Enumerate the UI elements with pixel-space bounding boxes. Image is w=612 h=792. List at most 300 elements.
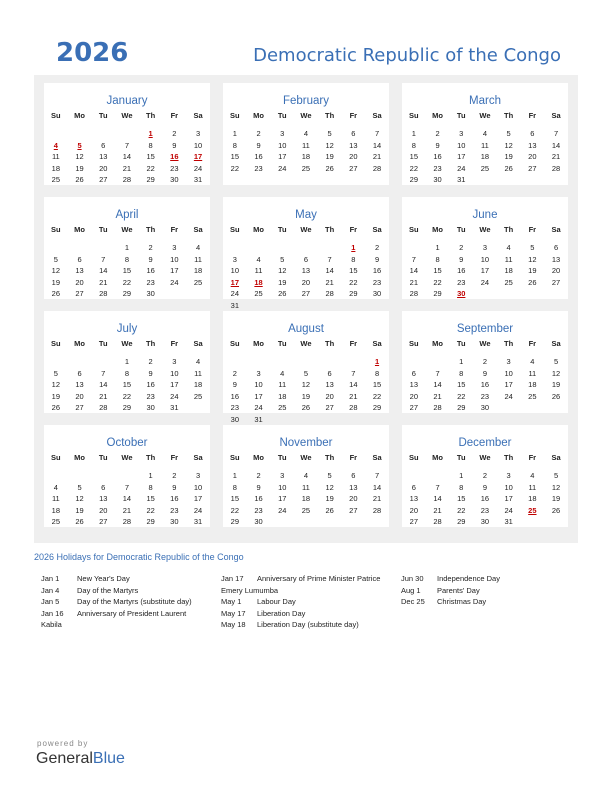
day-cell: 10	[254, 380, 263, 389]
month-february	[223, 83, 389, 185]
day-cell: 15	[230, 152, 240, 161]
day-cell: 7	[435, 482, 440, 492]
day-cell: 17	[193, 494, 203, 503]
day-cell: 9	[482, 482, 488, 492]
day-cell: 4	[195, 357, 201, 366]
day-cell: 15	[146, 494, 155, 503]
day-cell: 9	[435, 140, 440, 150]
day-cell: 1	[459, 471, 464, 480]
day-cell: 26	[301, 403, 311, 412]
holiday-date: Jan 4	[41, 585, 60, 595]
day-cell: 25	[193, 277, 203, 287]
day-cell: 7	[327, 254, 332, 264]
weekday-header: Th	[504, 453, 514, 462]
day-cell: 26	[75, 517, 84, 526]
day-cell: 20	[551, 266, 561, 275]
day-cell: 5	[553, 357, 559, 366]
day-cell: 3	[195, 129, 201, 138]
day-cell: 26	[51, 289, 61, 298]
day-cell: 28	[433, 517, 442, 526]
day-cell: 8	[148, 482, 153, 492]
holiday-day-cell: 5	[77, 140, 82, 150]
day-cell: 20	[349, 494, 358, 503]
weekday-header: Sa	[551, 225, 561, 234]
day-cell: 2	[172, 129, 177, 138]
day-cell: 1	[124, 243, 130, 252]
day-cell: 8	[411, 140, 416, 150]
weekday-header: Sa	[372, 225, 382, 234]
holiday-name: Liberation Day (substitute day)	[257, 620, 359, 629]
day-cell: 13	[528, 140, 537, 150]
day-cell: 7	[435, 368, 440, 378]
holiday-name: Anniversary of President Laurent	[77, 608, 187, 618]
weekday-header: Th	[146, 225, 156, 234]
day-cell: 13	[75, 266, 84, 275]
day-cell: 28	[99, 403, 108, 412]
day-cell: 24	[170, 277, 179, 287]
month-name: July	[116, 323, 138, 335]
day-cell: 28	[551, 163, 561, 173]
weekday-header: Sa	[193, 453, 203, 462]
day-cell: 16	[146, 380, 155, 389]
day-cell: 14	[433, 380, 442, 389]
month-september	[402, 311, 568, 413]
day-cell: 26	[325, 163, 334, 173]
weekday-header: Th	[325, 453, 335, 462]
day-cell: 18	[51, 163, 61, 173]
day-cell: 29	[122, 403, 132, 412]
day-cell: 11	[194, 368, 202, 378]
weekday-header: Tu	[277, 111, 287, 120]
holiday-name: New Year's Day	[77, 574, 130, 583]
holiday-date: Jan 1	[41, 574, 60, 583]
day-cell: 1	[124, 357, 130, 366]
day-cell: 24	[504, 505, 513, 515]
day-cell: 23	[170, 163, 179, 173]
weekday-header: Su	[51, 339, 61, 348]
day-cell: 25	[301, 505, 311, 515]
day-cell: 3	[195, 471, 201, 480]
day-cell: 21	[409, 277, 419, 287]
weekday-header: Tu	[98, 225, 108, 234]
weekday-header: Th	[504, 339, 514, 348]
holiday-name: Parents' Day	[437, 585, 480, 595]
day-cell: 8	[148, 140, 153, 150]
weekday-header: Sa	[551, 339, 561, 348]
weekday-header: Fr	[528, 111, 537, 120]
holiday-date: May 18	[221, 620, 246, 629]
day-cell: 26	[551, 391, 561, 401]
weekday-header: Sa	[372, 111, 382, 120]
day-cell: 5	[53, 368, 58, 378]
holiday-day-cell: 16	[170, 152, 179, 161]
brand-name-blue: Blue	[92, 750, 125, 767]
day-cell: 30	[372, 289, 382, 298]
day-cell: 12	[551, 368, 561, 378]
day-cell: 30	[433, 175, 442, 184]
day-cell: 8	[351, 254, 356, 264]
day-cell: 21	[99, 277, 108, 287]
day-cell: 24	[193, 163, 203, 173]
day-cell: 23	[170, 505, 179, 515]
day-cell: 7	[351, 368, 356, 378]
weekday-header: Fr	[170, 225, 179, 234]
weekday-header: Fr	[528, 339, 537, 348]
day-cell: 11	[194, 254, 202, 264]
day-cell: 12	[528, 254, 537, 264]
day-cell: 24	[230, 289, 240, 298]
day-cell: 24	[278, 505, 287, 515]
day-cell: 28	[99, 289, 108, 298]
day-cell: 16	[480, 380, 490, 389]
day-cell: 15	[230, 494, 240, 503]
day-cell: 20	[409, 391, 419, 401]
day-cell: 23	[372, 277, 382, 287]
day-cell: 19	[504, 152, 513, 161]
weekday-header: Mo	[253, 111, 264, 120]
weekday-header: Su	[409, 225, 419, 234]
month-december	[402, 425, 568, 527]
day-cell: 10	[193, 482, 203, 492]
day-cell: 6	[351, 129, 356, 138]
day-cell: 17	[480, 266, 490, 275]
holiday-date: Jan 5	[41, 597, 60, 606]
day-cell: 17	[278, 152, 287, 161]
day-cell: 21	[551, 152, 561, 161]
day-cell: 12	[504, 140, 513, 150]
day-cell: 5	[77, 482, 82, 492]
weekday-header: Tu	[456, 339, 466, 348]
day-cell: 13	[75, 380, 84, 389]
day-cell: 6	[101, 140, 106, 150]
weekday-header: Th	[504, 225, 514, 234]
day-cell: 3	[482, 243, 488, 252]
day-cell: 31	[170, 403, 179, 412]
day-cell: 4	[303, 129, 309, 138]
day-cell: 23	[254, 505, 263, 515]
day-cell: 2	[459, 243, 464, 252]
brand-logo[interactable]	[36, 750, 125, 768]
weekday-header: Fr	[349, 225, 358, 234]
month-name: June	[472, 209, 498, 221]
day-cell: 18	[278, 391, 287, 401]
day-cell: 10	[170, 254, 179, 264]
weekday-header: Mo	[432, 111, 443, 120]
day-cell: 18	[480, 152, 490, 161]
day-cell: 2	[148, 243, 153, 252]
day-cell: 10	[278, 140, 287, 150]
day-cell: 22	[372, 391, 382, 401]
day-cell: 25	[51, 175, 61, 184]
day-cell: 17	[504, 380, 513, 389]
day-cell: 28	[433, 403, 442, 412]
holiday-date: Jan 17	[221, 574, 244, 583]
holiday-date: Jun 30	[401, 574, 424, 583]
day-cell: 9	[256, 140, 261, 150]
day-cell: 17	[170, 380, 179, 389]
day-cell: 28	[122, 517, 132, 526]
day-cell: 31	[193, 517, 203, 526]
day-cell: 11	[51, 152, 60, 161]
day-cell: 22	[457, 505, 466, 515]
day-cell: 22	[122, 391, 132, 401]
calendar-year: 2026	[56, 38, 129, 68]
month-name: December	[458, 437, 512, 449]
month-june	[402, 197, 568, 299]
weekday-header: Sa	[551, 453, 561, 462]
day-cell: 23	[433, 163, 442, 173]
day-cell: 20	[349, 152, 358, 161]
day-cell: 2	[482, 357, 488, 366]
day-cell: 28	[372, 505, 382, 515]
month-july	[44, 311, 210, 413]
day-cell: 21	[372, 152, 382, 161]
day-cell: 29	[349, 289, 358, 298]
day-cell: 25	[301, 163, 311, 173]
day-cell: 29	[146, 517, 155, 526]
holiday-date: Aug 1	[401, 585, 421, 595]
day-cell: 15	[122, 266, 132, 275]
day-cell: 15	[146, 152, 155, 161]
weekday-header: Tu	[277, 453, 287, 462]
day-cell: 16	[230, 391, 240, 401]
day-cell: 12	[325, 482, 334, 492]
day-cell: 5	[553, 471, 559, 480]
holiday-day-cell: 25	[528, 505, 537, 515]
weekday-header: Th	[146, 111, 156, 120]
day-cell: 8	[459, 482, 464, 492]
weekday-header: We	[121, 225, 133, 234]
day-cell: 2	[232, 368, 237, 378]
day-cell: 4	[256, 254, 261, 264]
month-name: April	[115, 209, 139, 221]
month-march	[402, 83, 568, 185]
day-cell: 17	[254, 391, 263, 401]
day-cell: 16	[146, 266, 155, 275]
day-cell: 6	[411, 482, 416, 492]
day-cell: 29	[409, 175, 419, 184]
day-cell: 21	[325, 277, 334, 287]
day-cell: 4	[530, 471, 535, 480]
weekday-header: Fr	[349, 339, 358, 348]
day-cell: 2	[435, 129, 440, 138]
weekday-header: Tu	[277, 225, 287, 234]
day-cell: 27	[75, 403, 84, 412]
day-cell: 22	[409, 163, 419, 173]
day-cell: 30	[146, 403, 155, 412]
weekday-header: Su	[409, 111, 419, 120]
holiday-day-cell: 1	[148, 129, 153, 138]
month-name: August	[288, 323, 324, 335]
weekday-header: Su	[230, 453, 240, 462]
day-cell: 27	[99, 517, 108, 526]
day-cell: 5	[53, 254, 58, 264]
month-january	[44, 83, 210, 185]
holiday-day-cell: 18	[254, 277, 263, 287]
day-cell: 12	[325, 140, 334, 150]
holiday-day-cell: 30	[457, 289, 466, 298]
weekday-header: Mo	[74, 453, 85, 462]
day-cell: 18	[301, 494, 311, 503]
day-cell: 19	[75, 163, 84, 173]
day-cell: 17	[278, 494, 287, 503]
day-cell: 12	[551, 482, 561, 492]
day-cell: 9	[232, 380, 237, 389]
weekday-header: Mo	[432, 339, 443, 348]
day-cell: 26	[551, 505, 561, 515]
day-cell: 3	[256, 368, 261, 378]
brand-name-general: General	[36, 750, 93, 767]
day-cell: 19	[528, 266, 537, 275]
holiday-name: Kabila	[41, 620, 62, 629]
day-cell: 21	[433, 391, 442, 401]
day-cell: 7	[553, 129, 559, 138]
day-cell: 15	[457, 494, 466, 503]
weekday-header: We	[479, 453, 491, 462]
day-cell: 30	[230, 414, 240, 424]
day-cell: 18	[51, 505, 61, 515]
day-cell: 20	[99, 163, 108, 173]
day-cell: 7	[374, 471, 380, 480]
day-cell: 5	[530, 243, 535, 252]
day-cell: 20	[75, 391, 84, 401]
day-cell: 22	[349, 277, 358, 287]
day-cell: 25	[504, 277, 513, 287]
day-cell: 25	[51, 517, 61, 526]
day-cell: 20	[301, 277, 311, 287]
day-cell: 14	[325, 266, 334, 275]
day-cell: 15	[372, 380, 382, 389]
day-cell: 13	[301, 266, 311, 275]
weekday-header: We	[479, 339, 491, 348]
day-cell: 27	[551, 277, 561, 287]
day-cell: 12	[301, 380, 311, 389]
day-cell: 18	[528, 494, 537, 503]
day-cell: 27	[325, 403, 334, 412]
day-cell: 5	[506, 129, 511, 138]
day-cell: 18	[504, 266, 513, 275]
day-cell: 31	[457, 175, 466, 184]
day-cell: 8	[232, 140, 237, 150]
day-cell: 10	[170, 368, 179, 378]
month-april	[44, 197, 210, 299]
day-cell: 7	[411, 254, 416, 264]
day-cell: 30	[480, 517, 490, 526]
day-cell: 24	[170, 391, 179, 401]
day-cell: 14	[122, 152, 132, 161]
day-cell: 21	[122, 163, 132, 173]
weekday-header: Fr	[170, 339, 179, 348]
day-cell: 9	[172, 482, 177, 492]
day-cell: 4	[195, 243, 201, 252]
day-cell: 13	[409, 380, 419, 389]
day-cell: 30	[254, 517, 263, 526]
day-cell: 18	[193, 266, 203, 275]
day-cell: 30	[146, 289, 155, 298]
day-cell: 16	[480, 494, 490, 503]
country-title: Democratic Republic of the Congo	[253, 45, 561, 66]
day-cell: 14	[409, 266, 419, 275]
day-cell: 7	[101, 254, 106, 264]
day-cell: 20	[528, 152, 537, 161]
day-cell: 4	[530, 357, 535, 366]
day-cell: 14	[99, 380, 108, 389]
weekday-header: Sa	[372, 339, 382, 348]
weekday-header: Tu	[456, 453, 466, 462]
day-cell: 2	[256, 129, 261, 138]
day-cell: 29	[433, 289, 442, 298]
weekday-header: Tu	[277, 339, 287, 348]
holiday-date: May 1	[221, 597, 242, 606]
weekday-header: Su	[230, 111, 240, 120]
day-cell: 24	[278, 163, 287, 173]
month-name: September	[456, 323, 514, 335]
day-cell: 7	[101, 368, 106, 378]
day-cell: 8	[124, 368, 130, 378]
weekday-header: Mo	[74, 225, 85, 234]
day-cell: 15	[433, 266, 442, 275]
day-cell: 4	[482, 129, 488, 138]
day-cell: 12	[75, 152, 84, 161]
day-cell: 4	[303, 471, 309, 480]
weekday-header: We	[479, 225, 491, 234]
day-cell: 13	[349, 140, 358, 150]
day-cell: 8	[435, 254, 440, 264]
day-cell: 23	[230, 403, 240, 412]
day-cell: 6	[77, 368, 82, 378]
calendar-grid	[34, 75, 578, 543]
month-name: November	[279, 437, 333, 449]
day-cell: 20	[99, 505, 108, 515]
day-cell: 29	[457, 517, 466, 526]
day-cell: 31	[504, 517, 513, 526]
day-cell: 12	[51, 380, 61, 389]
day-cell: 3	[172, 357, 177, 366]
day-cell: 18	[528, 380, 537, 389]
weekday-header: Su	[409, 453, 419, 462]
weekday-header: Mo	[253, 339, 264, 348]
weekday-header: We	[300, 225, 312, 234]
day-cell: 28	[409, 289, 419, 298]
day-cell: 29	[146, 175, 155, 184]
weekday-header: Th	[146, 339, 156, 348]
day-cell: 24	[193, 505, 203, 515]
day-cell: 14	[122, 494, 132, 503]
day-cell: 14	[349, 380, 358, 389]
day-cell: 6	[327, 368, 332, 378]
day-cell: 15	[457, 380, 466, 389]
weekday-header: Sa	[193, 111, 203, 120]
day-cell: 13	[99, 494, 108, 503]
day-cell: 17	[457, 152, 466, 161]
weekday-header: Fr	[170, 111, 179, 120]
day-cell: 3	[172, 243, 177, 252]
day-cell: 14	[372, 482, 382, 492]
day-cell: 9	[374, 254, 380, 264]
day-cell: 4	[280, 368, 285, 378]
day-cell: 3	[506, 471, 511, 480]
day-cell: 20	[409, 505, 419, 515]
day-cell: 4	[53, 482, 58, 492]
day-cell: 17	[170, 266, 179, 275]
month-name: February	[282, 95, 330, 107]
holiday-name: Day of the Martyrs	[77, 585, 139, 595]
day-cell: 11	[302, 140, 310, 150]
month-may	[223, 197, 389, 310]
weekday-header: Sa	[551, 111, 561, 120]
day-cell: 19	[301, 391, 311, 401]
holiday-name: Labour Day	[257, 597, 296, 606]
